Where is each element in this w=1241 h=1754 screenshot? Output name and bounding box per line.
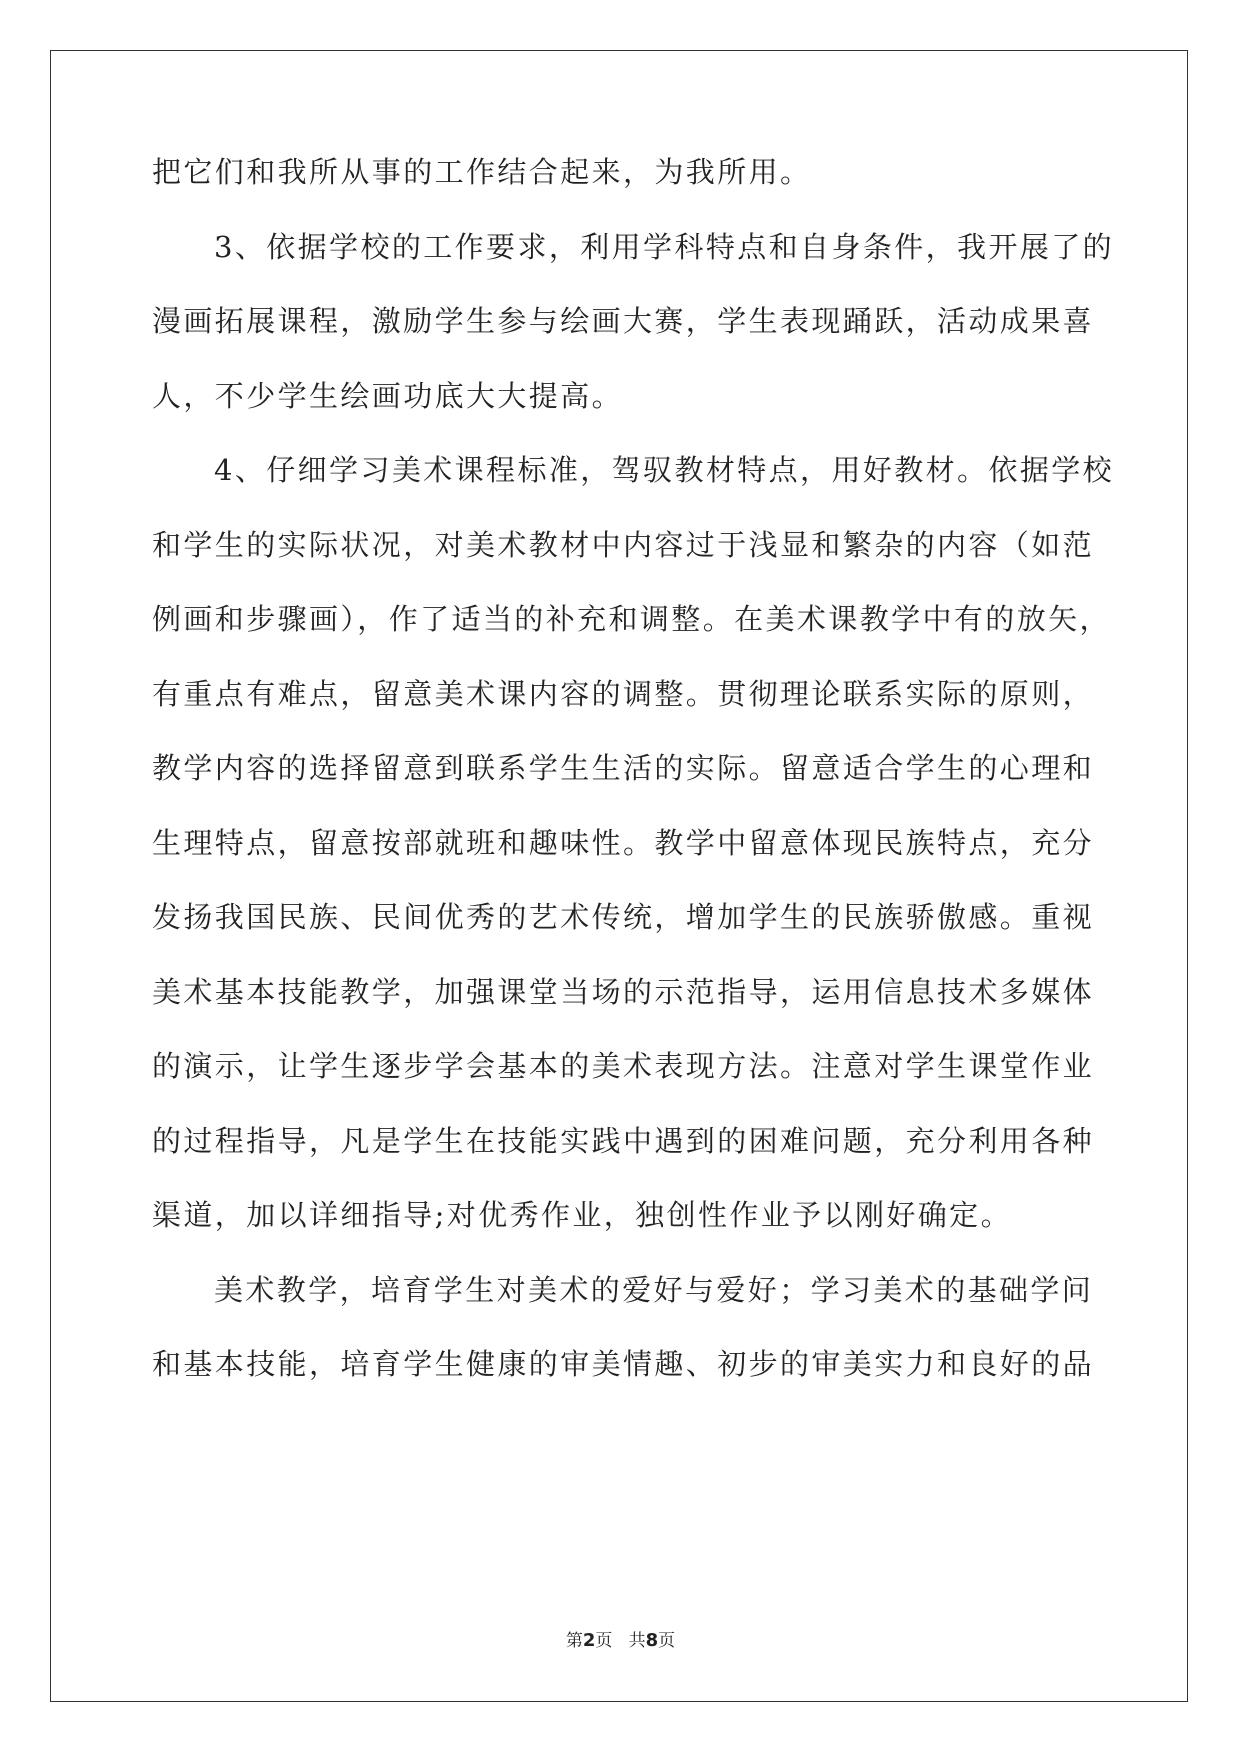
text-line: 有重点有难点，留意美术课内容的调整。贯彻理论联系实际的原则， xyxy=(152,677,1095,711)
text-line: 例画和步骤画），作了适当的补充和调整。在美术课教学中有的放矢， xyxy=(152,602,1111,636)
text-line: 渠道，加以详细指导;对优秀作业，独创性作业予以刚好确定。 xyxy=(152,1198,1012,1232)
text-line: 3、依据学校的工作要求，利用学科特点和自身条件，我开展了的 xyxy=(214,230,1115,264)
page-border xyxy=(50,50,1188,1702)
text-line: 的演示，让学生逐步学会基本的美术表现方法。注意对学生课堂作业 xyxy=(152,1049,1095,1083)
current-page-number: 2 xyxy=(582,1630,596,1651)
text-line: 美术教学，培育学生对美术的爱好与爱好；学习美术的基础学问 xyxy=(214,1273,1094,1307)
text-line: 人，不少学生绘画功底大大提高。 xyxy=(152,379,624,413)
total-page-number: 8 xyxy=(645,1630,659,1651)
footer-page-suffix: 页 xyxy=(595,1631,613,1651)
footer-total-suffix: 页 xyxy=(658,1631,676,1651)
text-line: 4、仔细学习美术课程标准，驾驭教材特点，用好教材。依据学校 xyxy=(214,453,1115,487)
text-line: 生理特点，留意按部就班和趣味性。教学中留意体现民族特点，充分 xyxy=(152,826,1095,860)
text-line: 美术基本技能教学，加强课堂当场的示范指导，运用信息技术多媒体 xyxy=(152,975,1095,1009)
text-line: 的过程指导，凡是学生在技能实践中遇到的困难问题，充分利用各种 xyxy=(152,1124,1095,1158)
text-line: 发扬我国民族、民间优秀的艺术传统，增加学生的民族骄傲感。重视 xyxy=(152,900,1095,934)
text-line: 教学内容的选择留意到联系学生生活的实际。留意适合学生的心理和 xyxy=(152,751,1095,785)
text-line: 漫画拓展课程，激励学生参与绘画大赛，学生表现踊跃，活动成果喜 xyxy=(152,304,1095,338)
text-line: 把它们和我所从事的工作结合起来，为我所用。 xyxy=(152,155,812,189)
footer-prefix: 第 xyxy=(565,1631,583,1651)
text-line: 和学生的实际状况，对美术教材中内容过于浅显和繁杂的内容（如范 xyxy=(152,528,1095,562)
text-line: 和基本技能，培育学生健康的审美情趣、初步的审美实力和良好的品 xyxy=(152,1347,1095,1381)
footer-total-prefix: 共 xyxy=(628,1631,646,1651)
page-footer xyxy=(0,1626,1241,1651)
